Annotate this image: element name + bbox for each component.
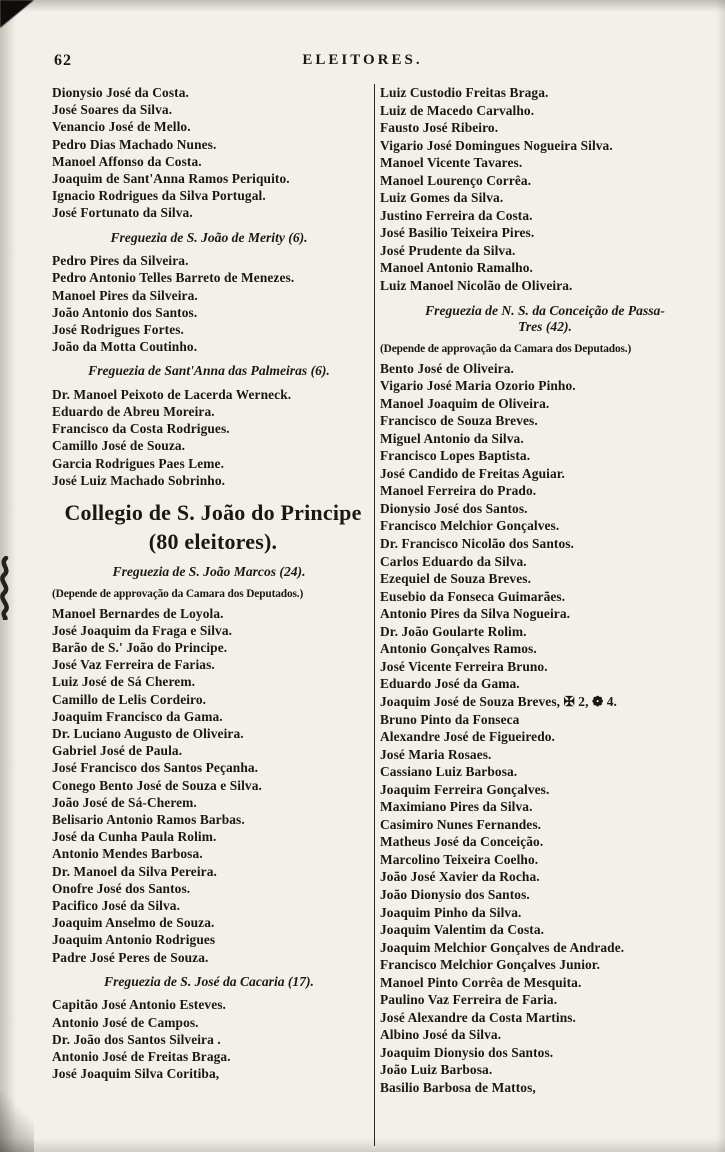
- scan-corner-shadow: [0, 1092, 34, 1152]
- elector-name: Luiz Manoel Nicolão de Oliveira.: [380, 278, 573, 294]
- elector-name: Ignacio Rodrigues da Silva Portugal.: [52, 188, 266, 204]
- elector-name: Joaquim Melchior Gonçalves de Andrade.: [380, 939, 625, 955]
- freguezia-heading-line: Freguezia de S. João Marcos (24).: [112, 564, 306, 580]
- elector-name: Antonio Gonçalves Ramos.: [380, 641, 537, 657]
- elector-name: Joaquim Ferreira Gonçalves.: [380, 781, 550, 797]
- ink-blot-artifact: [0, 556, 17, 625]
- elector-name: Manoel Lourenço Corrêa.: [380, 172, 532, 188]
- elector-name: Manoel Affonso da Costa.: [52, 153, 202, 169]
- elector-name: Onofre José dos Santos.: [52, 880, 191, 896]
- elector-name: Marcolino Teixeira Coelho.: [380, 851, 539, 867]
- elector-name: Justino Ferreira da Costa.: [380, 207, 533, 223]
- elector-name: Francisco Melchior Gonçalves Junior.: [380, 957, 601, 973]
- elector-name: Joaquim Antonio Rodrigues: [52, 932, 216, 948]
- elector-name: Luiz Gomes da Silva.: [380, 190, 504, 206]
- elector-name: Luiz José de Sá Cherem.: [52, 674, 196, 690]
- elector-name: Joaquim Valentim da Costa.: [380, 922, 545, 938]
- elector-name: José Prudente da Silva.: [380, 242, 516, 258]
- elector-name: Antonio José de Freitas Braga.: [52, 1048, 231, 1064]
- column-right: [374, 84, 718, 1146]
- elector-name: Joaquim José de Souza Breves, ✠ 2, ❁ 4.: [380, 693, 617, 709]
- running-header-title: ELEITORES.: [302, 52, 423, 68]
- elector-name: Pedro Pires da Silveira.: [52, 253, 189, 269]
- approval-note: (Depende de approvação da Camara dos Deputados.): [52, 587, 304, 600]
- elector-name: Manoel Bernardes de Loyola.: [52, 605, 224, 621]
- block-names: [52, 252, 374, 355]
- elector-name: Padre José Peres de Souza.: [52, 949, 209, 965]
- elector-name: Garcia Rodrigues Paes Leme.: [52, 455, 225, 471]
- elector-name: Francisco Lopes Baptista.: [380, 448, 531, 464]
- elector-name: Paulino Vaz Ferreira de Faria.: [380, 992, 558, 1008]
- elector-name: Francisco Melchior Gonçalves.: [380, 518, 560, 534]
- elector-name: Joaquim Pinho da Silva.: [380, 904, 522, 920]
- elector-name: Dr. Manoel Peixoto de Lacerda Werneck.: [52, 386, 292, 402]
- elector-name: José Rodrigues Fortes.: [52, 321, 184, 337]
- elector-name: Fausto José Ribeiro.: [380, 120, 499, 136]
- elector-name: José Joaquim da Fraga e Silva.: [52, 622, 233, 638]
- elector-name: Antonio Mendes Barbosa.: [52, 846, 203, 862]
- block-names: [52, 996, 374, 1082]
- block-names: [380, 360, 718, 1097]
- block-heading: [52, 363, 366, 380]
- elector-name: Conego Bento José de Souza e Silva.: [52, 777, 262, 793]
- elector-name: João Antonio dos Santos.: [52, 304, 198, 320]
- elector-name: Basilio Barbosa de Mattos,: [380, 1079, 536, 1095]
- elector-name: Camillo José de Souza.: [52, 438, 186, 454]
- elector-name: Vigario José Domingues Nogueira Silva.: [380, 137, 613, 153]
- elector-name: João Dionysio dos Santos.: [380, 886, 530, 902]
- elector-name: José Candido de Freitas Aguiar.: [380, 465, 566, 481]
- elector-name: Manoel Antonio Ramalho.: [380, 260, 533, 276]
- elector-name: Dr. Manoel da Silva Pereira.: [52, 863, 217, 879]
- elector-name: Francisco da Costa Rodrigues.: [52, 421, 230, 437]
- elector-name: Manoel Ferreira do Prado.: [380, 483, 537, 499]
- elector-name: José Basilio Teixeira Pires.: [380, 225, 535, 241]
- collegio-heading-line: (80 eleitores).: [148, 529, 278, 555]
- elector-name: José da Cunha Paula Rolim.: [52, 829, 217, 845]
- block-big_heading: [52, 498, 374, 556]
- elector-name: Ezequiel de Souza Breves.: [380, 571, 532, 587]
- elector-name: José Soares da Silva.: [52, 102, 173, 118]
- elector-name: Dr. Francisco Nicolão dos Santos.: [380, 536, 574, 552]
- elector-name: João José de Sá-Cherem.: [52, 794, 197, 810]
- elector-name: Pedro Dias Machado Nunes.: [52, 136, 217, 152]
- block-names: [380, 84, 718, 295]
- elector-name: Maximiano Pires da Silva.: [380, 799, 533, 815]
- elector-name: Bruno Pinto da Fonseca: [380, 711, 520, 727]
- elector-name: Miguel Antonio da Silva.: [380, 430, 524, 446]
- elector-name: Manoel Vicente Tavares.: [380, 155, 523, 171]
- elector-name: Eduardo de Abreu Moreira.: [52, 404, 215, 420]
- freguezia-heading-line: Freguezia de S. João de Merity (6).: [110, 229, 308, 245]
- elector-name: Casimiro Nunes Fernandes.: [380, 816, 542, 832]
- elector-name: Dr. João dos Santos Silveira .: [52, 1031, 221, 1047]
- elector-name: Dr. João Goularte Rolim.: [380, 623, 527, 639]
- elector-name: Manoel Joaquim de Oliveira.: [380, 395, 550, 411]
- text-columns: [52, 84, 718, 1146]
- column-left: [52, 84, 374, 1146]
- elector-name: Dionysio José dos Santos.: [380, 500, 528, 516]
- elector-name: Luiz Custodio Freitas Braga.: [380, 85, 549, 100]
- freguezia-heading-line: Tres (42).: [518, 319, 572, 335]
- elector-name: João Luiz Barbosa.: [380, 1062, 493, 1078]
- elector-name: João José Xavier da Rocha.: [380, 869, 540, 885]
- elector-name: José Joaquim Silva Coritiba,: [52, 1066, 220, 1082]
- elector-name: Joaquim Francisco da Gama.: [52, 708, 223, 724]
- elector-name: Venancio José de Mello.: [52, 119, 191, 135]
- elector-name: José Francisco dos Santos Peçanha.: [52, 760, 259, 776]
- block-names: [52, 605, 374, 966]
- elector-name: Manoel Pires da Silveira.: [52, 287, 198, 303]
- elector-name: Eduardo José da Gama.: [380, 676, 520, 692]
- elector-name: Pacifico José da Silva.: [52, 898, 181, 914]
- approval-note: (Depende de approvação da Camara dos Deputados.): [380, 342, 632, 355]
- elector-name: Bento José de Oliveira.: [380, 360, 514, 376]
- elector-name: Antonio José de Campos.: [52, 1014, 199, 1030]
- block-heading: [52, 974, 366, 991]
- elector-name: João da Motta Coutinho.: [52, 339, 198, 355]
- block-heading: [52, 230, 366, 247]
- scan-corner-artifact: [0, 0, 34, 28]
- elector-name: José Luiz Machado Sobrinho.: [52, 472, 226, 488]
- elector-name: Barão de S.' João do Principe.: [52, 639, 228, 655]
- elector-name: José Alexandre da Costa Martins.: [380, 1009, 576, 1025]
- elector-name: Vigario José Maria Ozorio Pinho.: [380, 378, 576, 394]
- elector-name: Joaquim de Sant'Anna Ramos Periquito.: [52, 171, 290, 187]
- elector-name: Francisco de Souza Breves.: [380, 413, 538, 429]
- page-header: [0, 52, 725, 74]
- elector-name: Dr. Luciano Augusto de Oliveira.: [52, 725, 244, 741]
- elector-name: Alexandre José de Figueiredo.: [380, 729, 555, 745]
- elector-name: José Maria Rosaes.: [380, 746, 492, 762]
- block-heading: [380, 303, 710, 336]
- elector-name: Joaquim Anselmo de Souza.: [52, 915, 215, 931]
- page-number: 62: [54, 52, 72, 69]
- elector-name: Carlos Eduardo da Silva.: [380, 553, 527, 569]
- collegio-heading-line: Collegio de S. João do Principe: [64, 500, 362, 526]
- freguezia-heading-line: Freguezia de Sant'Anna das Palmeiras (6).: [88, 363, 330, 379]
- elector-name: Matheus José da Conceição.: [380, 834, 544, 850]
- freguezia-heading-line: Freguezia de S. José da Cacaria (17).: [104, 973, 314, 989]
- block-heading: [52, 564, 366, 581]
- elector-name: José Vicente Ferreira Bruno.: [380, 658, 548, 674]
- elector-name: Eusebio da Fonseca Guimarães.: [380, 588, 566, 604]
- elector-name: Camillo de Lelis Cordeiro.: [52, 691, 207, 707]
- block-names: [52, 386, 374, 489]
- elector-name: Dionysio José da Costa.: [52, 85, 189, 100]
- elector-name: Albino José da Silva.: [380, 1027, 502, 1043]
- block-names: [52, 84, 374, 222]
- elector-name: Manoel Pinto Corrêa de Mesquita.: [380, 974, 582, 990]
- elector-name: Luiz de Macedo Carvalho.: [380, 102, 535, 118]
- elector-name: Joaquim Dionysio dos Santos.: [380, 1044, 554, 1060]
- elector-name: Belisario Antonio Ramos Barbas.: [52, 812, 245, 827]
- elector-name: Capitão José Antonio Esteves.: [52, 997, 227, 1013]
- freguezia-heading-line: Freguezia de N. S. da Conceição de Passa-: [425, 302, 665, 318]
- elector-name: Cassiano Luiz Barbosa.: [380, 764, 518, 780]
- elector-name: Gabriel José de Paula.: [52, 743, 183, 759]
- elector-name: Pedro Antonio Telles Barreto de Menezes.: [52, 270, 295, 286]
- elector-name: José Fortunato da Silva.: [52, 205, 193, 221]
- elector-name: Antonio Pires da Silva Nogueira.: [380, 606, 571, 622]
- elector-name: José Vaz Ferreira de Farias.: [52, 657, 215, 673]
